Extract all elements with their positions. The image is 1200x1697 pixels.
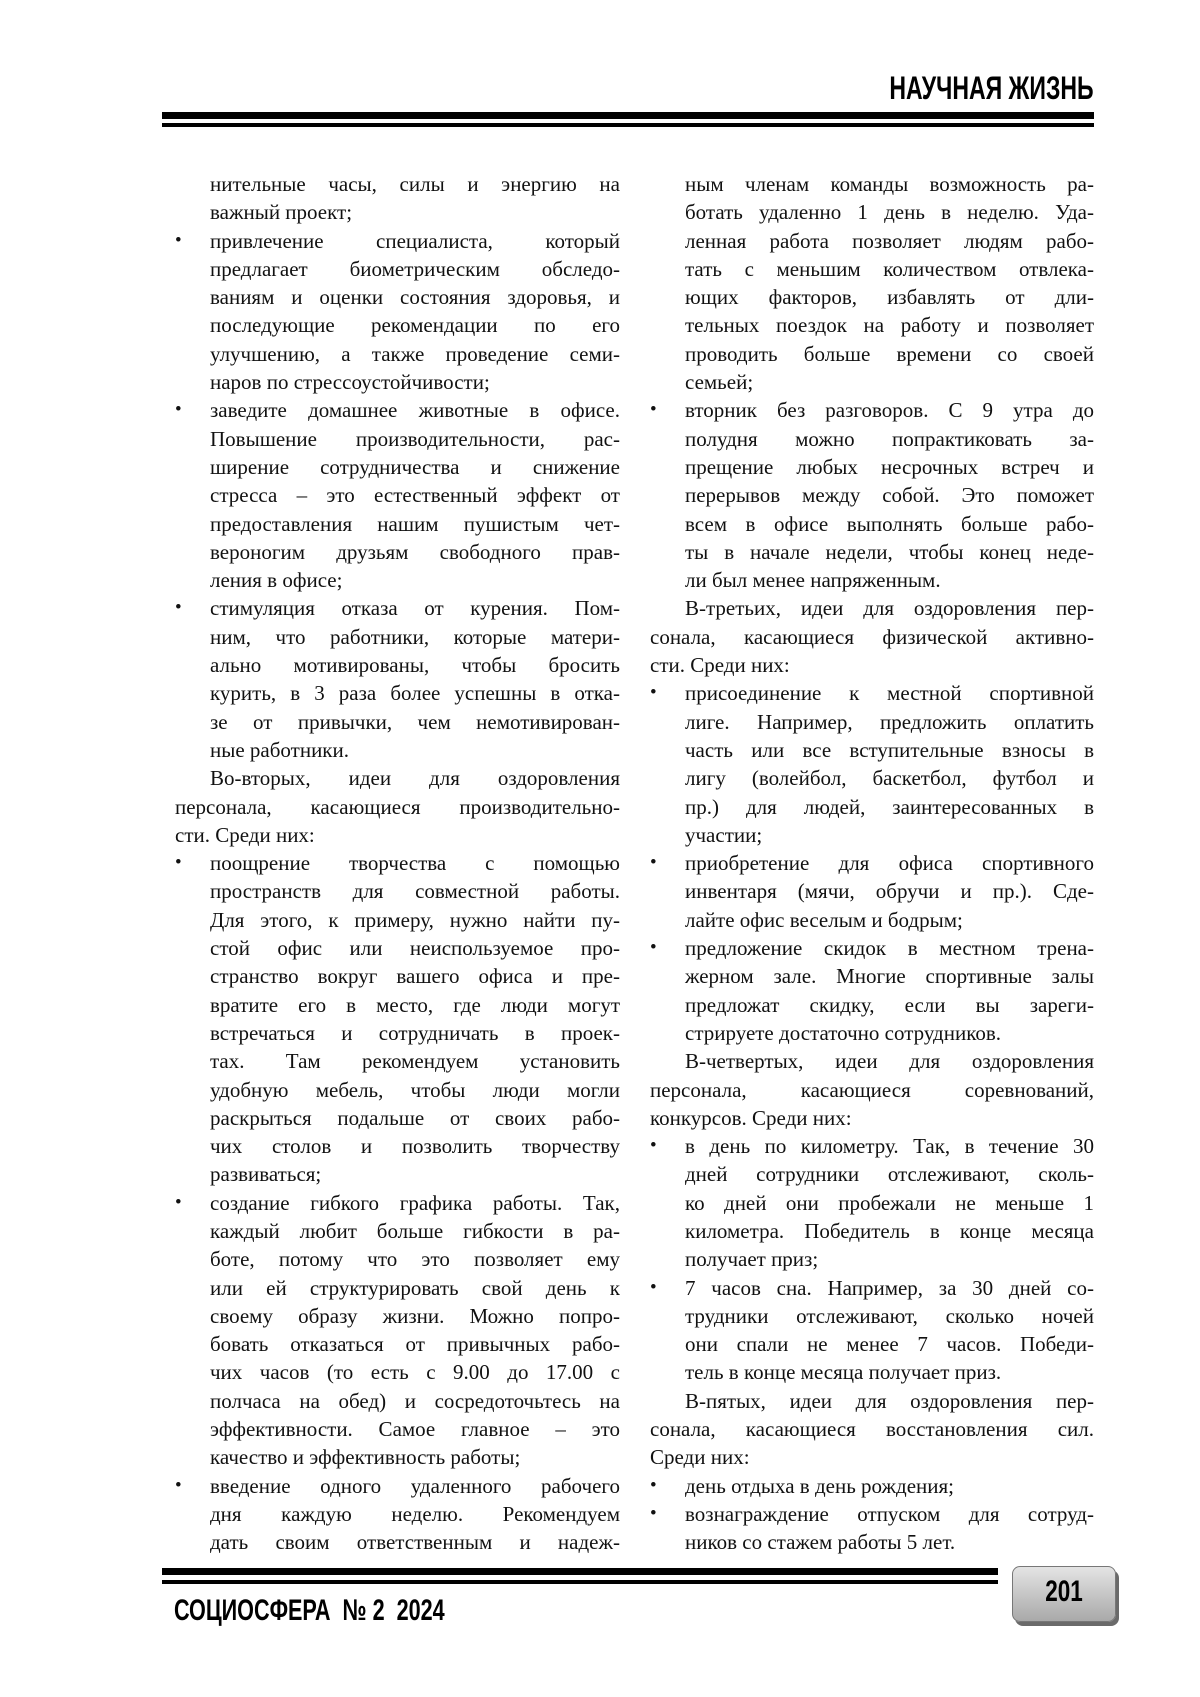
bullet-item <box>175 1472 620 1557</box>
line-text: полчаса на обед) и сосредоточьтесь на <box>210 1387 620 1415</box>
line-text: чих часов (то есть с 9.00 до 17.00 с <box>210 1358 620 1386</box>
bullet-marker-icon: • <box>175 396 182 424</box>
line-text: предложат скидку, если вы зареги- <box>685 991 1094 1019</box>
line-text: инвентаря (мячи, обручи и пр.). Сде- <box>685 877 1094 905</box>
page-number: 201 <box>1026 1575 1103 1609</box>
line-text: сонала, касающиеся физической активно- <box>650 623 1094 651</box>
line-text: В-пятых, идеи для оздоровления пер- <box>685 1387 1094 1415</box>
text-line <box>175 481 620 509</box>
line-text: они спали не менее 7 часов. Победи- <box>685 1330 1094 1358</box>
text-line <box>175 255 620 283</box>
text-line <box>175 368 620 396</box>
paragraph <box>650 594 1094 679</box>
text-line <box>650 170 1094 198</box>
line-text: ним, что работники, которые матери- <box>210 623 620 651</box>
line-text: участии; <box>685 821 1094 849</box>
text-line <box>650 510 1094 538</box>
text-line <box>175 283 620 311</box>
line-text: качество и эффективность работы; <box>210 1443 620 1471</box>
text-line <box>175 877 620 905</box>
bullet-item <box>650 849 1094 934</box>
line-text: важный проект; <box>210 198 620 226</box>
text-line <box>650 821 1094 849</box>
bullet-marker-icon: • <box>175 1472 182 1500</box>
text-line <box>175 227 620 255</box>
text-line <box>650 1189 1094 1217</box>
line-text: Во-вторых, идеи для оздоровления <box>210 764 620 792</box>
text-line <box>650 991 1094 1019</box>
line-text: Повышение производительности, рас- <box>210 425 620 453</box>
line-text: боте, потому что это позволяет ему <box>210 1245 620 1273</box>
continued-text <box>650 170 1094 396</box>
line-text: Среди них: <box>650 1443 1094 1471</box>
text-line <box>650 396 1094 424</box>
text-line <box>175 821 620 849</box>
text-line <box>175 566 620 594</box>
text-line <box>650 1387 1094 1415</box>
text-line <box>175 991 620 1019</box>
line-text: лиге. Например, предложить оплатить <box>685 708 1094 736</box>
line-text: привлечение специалиста, который <box>210 227 620 255</box>
line-text: странство вокруг вашего офиса и пре- <box>210 962 620 990</box>
bullet-item <box>650 934 1094 1047</box>
text-line <box>175 849 620 877</box>
bullet-item <box>650 1274 1094 1387</box>
line-text: сти. Среди них: <box>175 821 620 849</box>
bullet-item <box>650 1132 1094 1273</box>
text-line <box>175 708 620 736</box>
text-line <box>650 1330 1094 1358</box>
text-line <box>650 1274 1094 1302</box>
paragraph <box>650 1387 1094 1472</box>
line-text: сти. Среди них: <box>650 651 1094 679</box>
text-line <box>175 679 620 707</box>
bullet-marker-icon: • <box>650 1500 657 1528</box>
bullet-marker-icon: • <box>175 1189 182 1217</box>
text-line <box>175 1415 620 1443</box>
text-line <box>175 311 620 339</box>
text-line <box>175 1160 620 1188</box>
text-line <box>650 1415 1094 1443</box>
line-text: ваниям и оценки состояния здоровья, и <box>210 283 620 311</box>
text-line <box>175 962 620 990</box>
line-text: чих столов и позволить творчеству <box>210 1132 620 1160</box>
text-line <box>650 934 1094 962</box>
text-line <box>650 368 1094 396</box>
text-line <box>650 311 1094 339</box>
line-text: введение одного удаленного рабочего <box>210 1472 620 1500</box>
text-line <box>175 1443 620 1471</box>
line-text: лигу (волейбол, баскетбол, футбол и <box>685 764 1094 792</box>
line-text: своему образу жизни. Можно попро- <box>210 1302 620 1330</box>
text-line <box>650 849 1094 877</box>
text-line <box>175 340 620 368</box>
line-text: В-четвертых, идеи для оздоровления <box>685 1047 1094 1075</box>
line-text: зе от привычки, чем немотивирован- <box>210 708 620 736</box>
text-line <box>650 340 1094 368</box>
text-line <box>175 764 620 792</box>
text-line <box>650 481 1094 509</box>
bullet-item <box>650 1472 1094 1500</box>
line-text: ты в начале недели, чтобы конец неде- <box>685 538 1094 566</box>
text-line <box>650 594 1094 622</box>
text-line <box>650 538 1094 566</box>
line-text: удобную мебель, чтобы люди могли <box>210 1076 620 1104</box>
line-text: ширение сотрудничества и снижение <box>210 453 620 481</box>
line-text: полудня можно попрактиковать за- <box>685 425 1094 453</box>
bullet-marker-icon: • <box>650 849 657 877</box>
text-line <box>175 396 620 424</box>
text-line <box>650 623 1094 651</box>
header-rule-thin <box>162 123 1094 127</box>
text-line <box>650 255 1094 283</box>
line-text: нительные часы, силы и энергию на <box>210 170 620 198</box>
line-text: курить, в 3 раза более успешны в отка- <box>210 679 620 707</box>
text-line <box>650 425 1094 453</box>
bullet-item <box>650 396 1094 594</box>
line-text: ным членам команды возможность ра- <box>685 170 1094 198</box>
text-line <box>650 1443 1094 1471</box>
bullet-item <box>650 1500 1094 1557</box>
bullet-marker-icon: • <box>650 1132 657 1160</box>
text-line <box>175 651 620 679</box>
text-line <box>175 538 620 566</box>
bullet-item <box>650 679 1094 849</box>
line-text: персонала, касающиеся соревнований, <box>650 1076 1094 1104</box>
line-text: стресса – это естественный эффект от <box>210 481 620 509</box>
line-text: заведите домашнее животные в офисе. <box>210 396 620 424</box>
text-line <box>650 1019 1094 1047</box>
bullet-item <box>175 849 620 1189</box>
line-text: тель в конце месяца получает приз. <box>685 1358 1094 1386</box>
line-text: день отдыха в день рождения; <box>685 1472 1094 1500</box>
text-line <box>650 1528 1094 1556</box>
text-line <box>650 708 1094 736</box>
text-line <box>650 1500 1094 1528</box>
text-line <box>175 906 620 934</box>
line-text: тах. Там рекомендуем установить <box>210 1047 620 1075</box>
text-line <box>650 227 1094 255</box>
line-text: стрируете достаточно сотрудников. <box>685 1019 1094 1047</box>
bullet-item <box>175 396 620 594</box>
header-rule-thick <box>162 112 1094 119</box>
text-line <box>650 906 1094 934</box>
text-line <box>650 1132 1094 1160</box>
text-line <box>650 679 1094 707</box>
line-text: ально мотивированы, чтобы бросить <box>210 651 620 679</box>
line-text: проводить больше времени со своей <box>685 340 1094 368</box>
text-line <box>650 1358 1094 1386</box>
text-line <box>650 1076 1094 1104</box>
line-text: создание гибкого графика работы. Так, <box>210 1189 620 1217</box>
line-text: 7 часов сна. Например, за 30 дней со- <box>685 1274 1094 1302</box>
line-text: пр.) для людей, заинтересованных в <box>685 793 1094 821</box>
text-line <box>650 764 1094 792</box>
line-text: ные работники. <box>210 736 620 764</box>
text-line <box>175 1387 620 1415</box>
text-line <box>175 510 620 538</box>
line-text: ющих факторов, избавлять от дли- <box>685 283 1094 311</box>
line-text: всем в офисе выполнять больше рабо- <box>685 510 1094 538</box>
line-text: поощрение творчества с помощью <box>210 849 620 877</box>
bullet-marker-icon: • <box>650 396 657 424</box>
text-line <box>175 170 620 198</box>
text-line <box>175 453 620 481</box>
text-line <box>175 793 620 821</box>
bullet-marker-icon: • <box>175 849 182 877</box>
paragraph <box>650 1047 1094 1132</box>
text-line <box>175 1358 620 1386</box>
line-text: Для этого, к примеру, нужно найти пу- <box>210 906 620 934</box>
text-line <box>650 793 1094 821</box>
text-line <box>175 594 620 622</box>
text-line <box>650 1472 1094 1500</box>
text-line <box>175 1528 620 1556</box>
line-text: ления в офисе; <box>210 566 620 594</box>
line-text: ко дней они пробежали не меньше 1 <box>685 1189 1094 1217</box>
line-text: предоставления нашим пушистым чет- <box>210 510 620 538</box>
text-line <box>175 1274 620 1302</box>
line-text: километра. Победитель в конце месяца <box>685 1217 1094 1245</box>
text-line <box>175 1245 620 1273</box>
line-text: дней сотрудники отслеживают, сколь- <box>685 1160 1094 1188</box>
text-column-right <box>650 170 1094 1557</box>
line-text: встречаться и сотрудничать в проек- <box>210 1019 620 1047</box>
text-line <box>175 425 620 453</box>
line-text: ленная работа позволяет людям рабо- <box>685 227 1094 255</box>
text-line <box>175 1472 620 1500</box>
line-text: стой офис или неиспользуемое про- <box>210 934 620 962</box>
paragraph <box>175 764 620 849</box>
text-line <box>175 198 620 226</box>
text-line <box>650 1302 1094 1330</box>
bullet-item <box>175 594 620 764</box>
line-text: вознаграждение отпуском для сотруд- <box>685 1500 1094 1528</box>
line-text: получает приз; <box>685 1245 1094 1273</box>
line-text: вратите его в место, где люди могут <box>210 991 620 1019</box>
text-line <box>175 1217 620 1245</box>
line-text: часть или все вступительные взносы в <box>685 736 1094 764</box>
journal-issue: СОЦИОСФЕРА № 2 2024 <box>174 1594 445 1628</box>
line-text: бовать отказаться от привычных рабо- <box>210 1330 620 1358</box>
text-line <box>650 651 1094 679</box>
line-text: в день по километру. Так, в течение 30 <box>685 1132 1094 1160</box>
line-text: раскрыться подальше от своих рабо- <box>210 1104 620 1132</box>
continued-text <box>175 170 620 227</box>
bullet-item <box>175 227 620 397</box>
line-text: эффективности. Самое главное – это <box>210 1415 620 1443</box>
bullet-marker-icon: • <box>175 227 182 255</box>
footer-rule-thick <box>162 1568 998 1575</box>
footer-rule-thin <box>162 1580 998 1584</box>
line-text: жерном зале. Многие спортивные залы <box>685 962 1094 990</box>
line-text: присоединение к местной спортивной <box>685 679 1094 707</box>
text-line <box>650 283 1094 311</box>
line-text: сонала, касающиеся восстановления сил. <box>650 1415 1094 1443</box>
text-line <box>175 1076 620 1104</box>
line-text: тельных поездок на работу и позволяет <box>685 311 1094 339</box>
text-line <box>175 1047 620 1075</box>
line-text: ников со стажем работы 5 лет. <box>685 1528 1094 1556</box>
line-text: предлагает биометрическим обследо- <box>210 255 620 283</box>
text-line <box>175 1132 620 1160</box>
text-line <box>650 1047 1094 1075</box>
line-text: последующие рекомендации по его <box>210 311 620 339</box>
text-line <box>650 1160 1094 1188</box>
text-line <box>650 1217 1094 1245</box>
line-text: прещение любых несрочных встреч и <box>685 453 1094 481</box>
line-text: трудники отслеживают, сколько ночей <box>685 1302 1094 1330</box>
line-text: приобретение для офиса спортивного <box>685 849 1094 877</box>
line-text: семьей; <box>685 368 1094 396</box>
line-text: или ей структурировать свой день к <box>210 1274 620 1302</box>
text-line <box>650 1245 1094 1273</box>
text-line <box>175 1189 620 1217</box>
line-text: улучшению, а также проведение семи- <box>210 340 620 368</box>
line-text: вторник без разговоров. С 9 утра до <box>685 396 1094 424</box>
line-text: развиваться; <box>210 1160 620 1188</box>
line-text: наров по стрессоустойчивости; <box>210 368 620 396</box>
text-line <box>175 1302 620 1330</box>
line-text: тать с меньшим количеством отвлека- <box>685 255 1094 283</box>
line-text: дня каждую неделю. Рекомендуем <box>210 1500 620 1528</box>
line-text: В-третьих, идеи для оздоровления пер- <box>685 594 1094 622</box>
line-text: персонала, касающиеся производительно- <box>175 793 620 821</box>
text-line <box>175 736 620 764</box>
bullet-marker-icon: • <box>650 1472 657 1500</box>
line-text: лайте офис веселым и бодрым; <box>685 906 1094 934</box>
line-text: вероногим друзьям свободного прав- <box>210 538 620 566</box>
text-line <box>650 962 1094 990</box>
bullet-marker-icon: • <box>650 934 657 962</box>
text-line <box>175 1019 620 1047</box>
line-text: стимуляция отказа от курения. Пом- <box>210 594 620 622</box>
line-text: каждый любит больше гибкости в ра- <box>210 1217 620 1245</box>
line-text: дать своим ответственным и надеж- <box>210 1528 620 1556</box>
text-line <box>175 1330 620 1358</box>
line-text: ли был менее напряженным. <box>685 566 1094 594</box>
text-line <box>175 1104 620 1132</box>
text-line <box>175 623 620 651</box>
page-number-badge <box>1012 1566 1116 1622</box>
text-line <box>650 566 1094 594</box>
line-text: предложение скидок в местном трена- <box>685 934 1094 962</box>
bullet-item <box>175 1189 620 1472</box>
text-line <box>175 934 620 962</box>
line-text: пространств для совместной работы. <box>210 877 620 905</box>
text-line <box>650 877 1094 905</box>
line-text: конкурсов. Среди них: <box>650 1104 1094 1132</box>
text-line <box>650 1104 1094 1132</box>
text-line <box>175 1500 620 1528</box>
bullet-marker-icon: • <box>650 1274 657 1302</box>
text-column-left <box>175 170 620 1557</box>
line-text: перерывов между собой. Это поможет <box>685 481 1094 509</box>
text-line <box>650 736 1094 764</box>
text-line <box>650 198 1094 226</box>
bullet-marker-icon: • <box>175 594 182 622</box>
text-line <box>650 453 1094 481</box>
bullet-marker-icon: • <box>650 679 657 707</box>
section-title: НАУЧНАЯ ЖИЗНЬ <box>890 70 1094 107</box>
line-text: ботать удаленно 1 день в неделю. Уда- <box>685 198 1094 226</box>
